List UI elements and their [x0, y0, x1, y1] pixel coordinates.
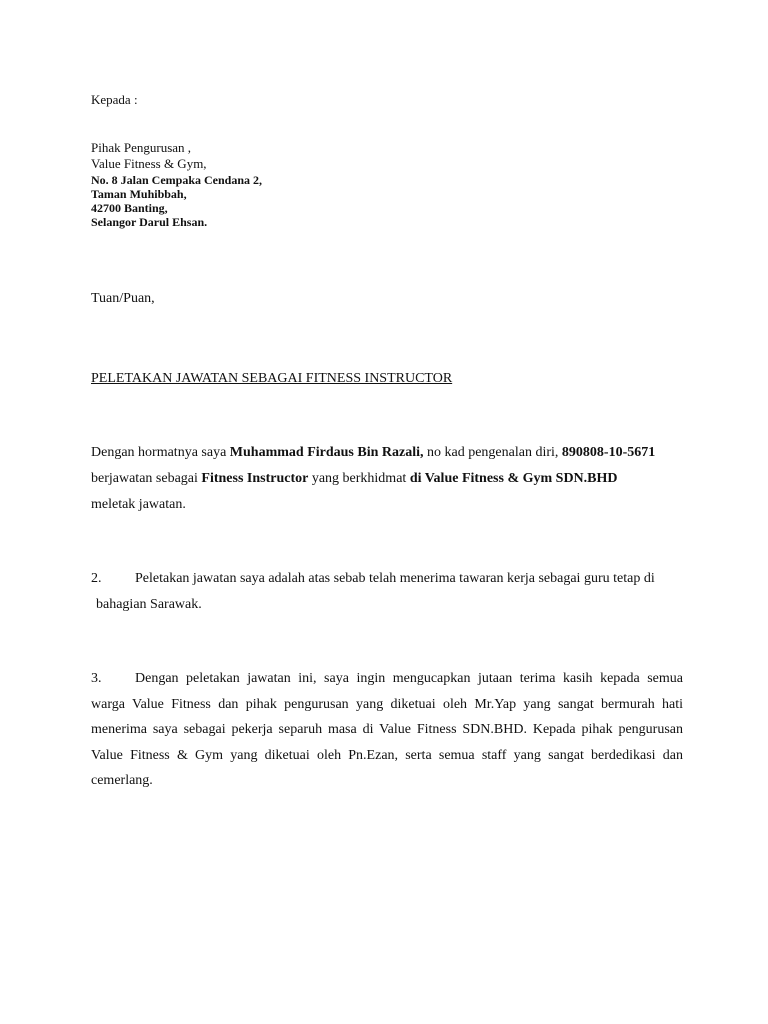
para3-line4: Value Fitness & Gym yang diketuai oleh Pn.Ezan, serta semua staff yang sangat berdedikasi dan — [91, 748, 683, 763]
para3-line1: Dengan peletakan jawatan ini, saya ingin mengucapkan jutaan terima kasih kepada semua — [135, 671, 683, 686]
letter-subject: PELETAKAN JAWATAN SEBAGAI FITNESS INSTRUCTOR — [91, 371, 453, 386]
para2-number: 2. — [91, 571, 102, 586]
recipient-address4: Selangor Darul Ehsan. — [91, 215, 208, 229]
recipient-address3: 42700 Banting, — [91, 201, 168, 215]
company-name: di Value Fitness & Gym SDN.BHD — [409, 471, 618, 486]
para1-text: Dengan hormatnya saya — [91, 445, 230, 460]
recipient-address1: No. 8 Jalan Cempaka Cendana 2, — [91, 173, 263, 187]
para1-line3: meletak jawatan. — [91, 497, 186, 512]
recipient-line2: Value Fitness & Gym, — [91, 156, 207, 171]
recipient-line1: Pihak Pengurusan , — [91, 140, 192, 155]
para3-line3: menerima saya sebagai pekerja separuh masa di Value Fitness SDN.BHD. Kepada pihak pengurusan — [91, 722, 683, 737]
recipient-address2: Taman Muhibbah, — [91, 187, 187, 201]
para1-line1 — [91, 445, 655, 461]
para3-line2: warga Value Fitness dan pihak pengurusan yang diketuai oleh Mr.Yap yang sangat bermurah hati — [91, 697, 683, 712]
ic-number: 890808-10-5671 — [561, 445, 656, 460]
sender-name: Muhammad Firdaus Bin Razali, — [229, 445, 424, 460]
para1-text: berjawatan sebagai — [91, 471, 202, 486]
para2-line1: Peletakan jawatan saya adalah atas sebab telah menerima tawaran kerja sebagai guru tetap di — [135, 571, 655, 586]
para2-line2: bahagian Sarawak. — [96, 597, 202, 612]
greeting: Tuan/Puan, — [91, 291, 155, 306]
para3-number: 3. — [91, 671, 102, 686]
para1-text: yang berkhidmat — [308, 471, 410, 486]
para3-line5: cemerlang. — [91, 773, 153, 788]
salutation-to: Kepada : — [91, 92, 138, 107]
para1-text: no kad pengenalan diri, — [423, 445, 562, 460]
job-role: Fitness Instructor — [201, 471, 309, 486]
para1-line2 — [91, 471, 618, 487]
